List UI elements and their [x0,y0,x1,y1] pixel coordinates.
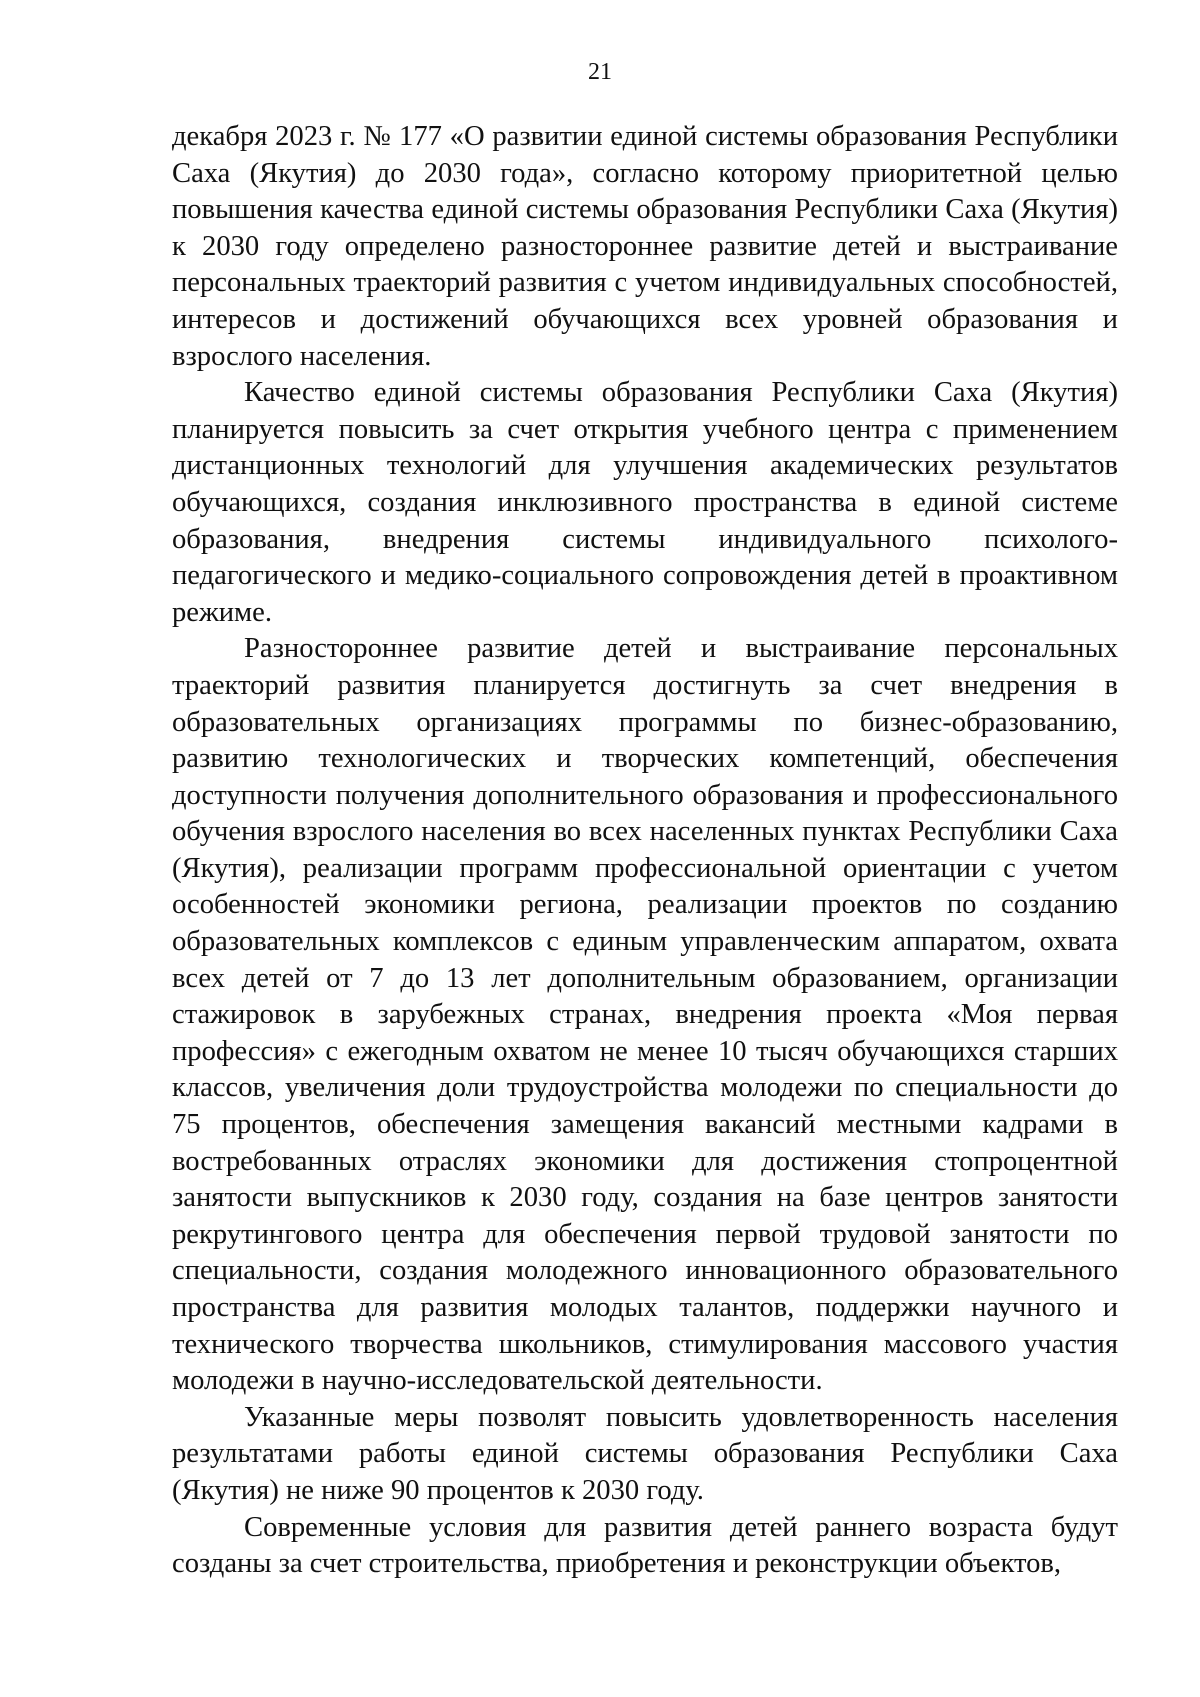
document-body [172,119,1118,1583]
paragraph-satisfaction: Указанные меры позволят повысить удовлетворенность населения результатами работы единой системы образования Республики Саха (Якутия) не ниже 90 процентов к 2030 году. [172,1401,1118,1506]
paragraph-early-childhood: Современные условия для развития детей раннего возраста будут созданы за счет строительства, приобретения и реконструкции объектов, [172,1511,1118,1580]
page-number: 21 [588,59,612,85]
paragraph-continuation: декабря 2023 г. № 177 «О развитии единой системы образования Республики Саха (Якутия) до 2030 года», согласно которому приоритетной целью повышения качества единой системы образования Республики Саха (Якутия) к 2030 году определено разностороннее развитие детей и выстраивание персональных траекторий развития с учетом индивидуальных способностей, интересов и достижений обучающихся всех уровней образования и взрослого населения. [172,121,1118,372]
paragraph-child-development: Разностороннее развитие детей и выстраивание персональных траекторий развития планируется достигнуть за счет внедрения в образовательных организациях программы по бизнес-образованию, развитию технологических и творческих компетенций, обеспечения доступности получения дополнительного образования и профессионального обучения взрослого населения во всех населенных пунктах Республики Саха (Якутия), реализации программ профессиональной ориентации с учетом особенностей экономики региона, реализации проектов по созданию образовательных комплексов с единым управленческим аппаратом, охвата всех детей от 7 до 13 лет дополнительным образованием, организации стажировок в зарубежных странах, внедрения проекта «Моя первая профессия» с ежегодным охватом не менее 10 тысяч обучающихся старших классов, увеличения доли трудоустройства молодежи по специальности до 75 процентов, обеспечения замещения вакансий местными кадрами в востребованных отраслях экономики для достижения стопроцентной занятости выпускников к 2030 году, создания на базе центров занятости рекрутингового центра для обеспечения первой трудовой занятости по специальности, создания молодежного инновационного образовательного пространства для развития молодых талантов, поддержки научного и технического творчества школьников, стимулирования массового участия молодежи в научно-исследовательской деятельности. [172,633,1118,1397]
paragraph-education-quality: Качество единой системы образования Республики Саха (Якутия) планируется повысить за счет открытия учебного центра с применением дистанционных технологий для улучшения академических результатов обучающихся, создания инклюзивного пространства в единой системе образования, внедрения системы индивидуального психолого-педагогического и медико-социального сопровождения детей в проактивном режиме. [172,377,1118,628]
